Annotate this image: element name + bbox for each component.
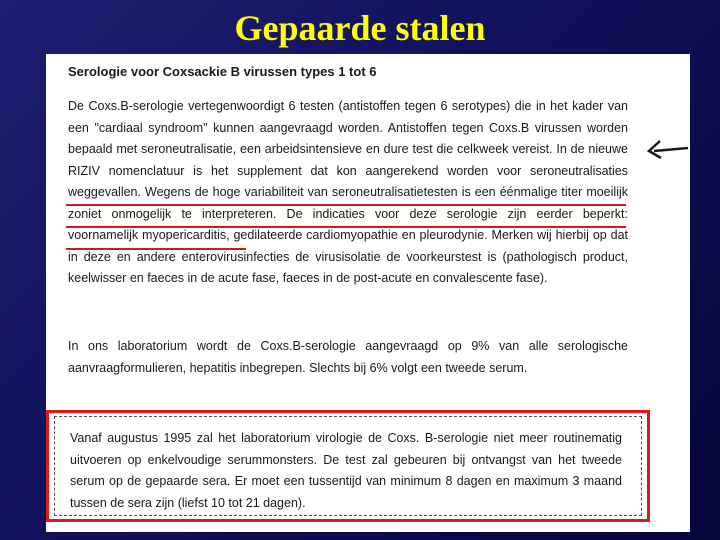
highlight-underline bbox=[66, 204, 626, 206]
left-arrow-icon bbox=[646, 136, 690, 162]
slide-title: Gepaarde stalen bbox=[234, 8, 486, 48]
highlight-underline bbox=[66, 248, 246, 250]
paragraph-serologie: De Coxs.B-serologie vertegenwoordigt 6 testen (antistoffen tegen 6 serotypes) die in het kader van een "cardiaal syndroom" kunnen aangevraagd worden. Antistoffen tegen Coxs.B virussen worden bepaald met seroneutralisatie, een arbeidsintensieve en dure test die celkweek vereist. In de nieuwe RIZIV nomenclatuur is het supplement dat kon aangerekend worden voor seroneutralisaties weggevallen. Wegens de hoge variabiliteit van seroneutralisatietesten is een éénmalige titer moeilijk zoniet onmogelijk te interpreteren. De indicaties voor deze serologie zijn eerder beperkt: voornamelijk myopericarditis, gedilateerde cardiomyopathie en pleurodynie. Merken wij hierbij op dat in deze en andere enterovirusinfecties de virusisolatie de voorkeurstest is (pathologisch product, keelwisser en faeces in de acute fase, faeces in de post-acute en convalescente fase). bbox=[68, 99, 628, 285]
paragraph-vanaf-1995: Vanaf augustus 1995 zal het laboratorium virologie de Coxs. B-serologie niet meer routinematig uitvoeren op enkelvoudige serummonsters. De test zal gebeuren bij ontvangst van het tweede serum op de gepaarde sera. Er moet een tussentijd van minimum 8 dagen en maximum 3 maand tussen de sera zijn (liefst 10 tot 21 dagen). bbox=[70, 431, 622, 510]
scanned-document bbox=[46, 54, 690, 532]
document-heading: Serologie voor Coxsackie B virussen types 1 tot 6 bbox=[68, 64, 377, 79]
highlight-underline bbox=[66, 226, 626, 228]
paragraph-aanvraag: In ons laboratorium wordt de Coxs.B-serologie aangevraagd op 9% van alle serologische aanvraagformulieren, hepatitis inbegrepen. Slechts bij 6% volgt een tweede serum. bbox=[68, 339, 628, 375]
